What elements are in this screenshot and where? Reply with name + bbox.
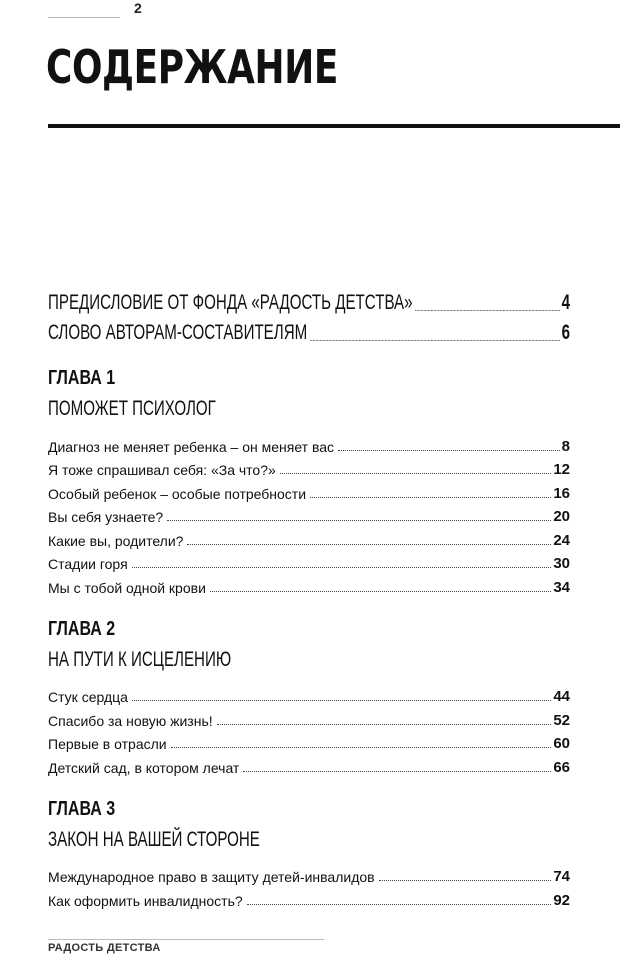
toc-entry-label: Международное право в защиту детей-инвалидов bbox=[48, 869, 375, 885]
toc-entry[interactable] bbox=[48, 502, 570, 526]
toc-entry-page: 44 bbox=[553, 688, 570, 705]
dot-leader bbox=[210, 591, 551, 592]
dot-leader bbox=[167, 520, 551, 521]
toc-entry-page: 12 bbox=[553, 461, 570, 478]
page-number: 2 bbox=[134, 0, 142, 16]
footer-text: РАДОСТЬ ДЕТСТВА bbox=[48, 942, 161, 954]
page-title: СОДЕРЖАНИЕ bbox=[46, 40, 338, 94]
toc-entry-label: Первые в отрасли bbox=[48, 736, 167, 752]
toc-entry-label: Как оформить инвалидность? bbox=[48, 892, 243, 909]
dot-leader bbox=[247, 904, 552, 905]
toc-entry[interactable] bbox=[48, 682, 570, 706]
toc-entry-page: 30 bbox=[553, 555, 570, 572]
toc-entry-label: Диагноз не меняет ребенка – он меняет вас bbox=[48, 438, 335, 455]
dot-leader bbox=[310, 340, 560, 341]
chapter-subtitle: ЗАКОН НА ВАШЕЙ СТОРОНЕ bbox=[48, 827, 260, 851]
toc-entry[interactable] bbox=[48, 549, 570, 573]
toc-entry-page: 6 bbox=[561, 321, 571, 344]
toc-entry[interactable] bbox=[48, 885, 570, 909]
toc-entry-page: 60 bbox=[553, 735, 570, 752]
dot-leader bbox=[379, 880, 552, 881]
toc-entry[interactable] bbox=[48, 431, 570, 455]
chapter-heading: ГЛАВА 1 bbox=[48, 367, 116, 389]
dot-leader bbox=[243, 771, 551, 772]
toc-entry-page: 74 bbox=[553, 868, 570, 885]
dot-leader bbox=[132, 700, 551, 701]
title-rule bbox=[48, 124, 620, 128]
toc-entry[interactable] bbox=[48, 572, 570, 596]
toc-entry[interactable] bbox=[48, 455, 570, 479]
footer-rule bbox=[48, 939, 324, 940]
toc-entry-page: 34 bbox=[553, 578, 570, 596]
dot-leader bbox=[132, 567, 552, 568]
toc-entry-label: Я тоже спрашивал себя: «За что?» bbox=[48, 462, 276, 478]
toc-entry[interactable] bbox=[48, 862, 570, 886]
dot-leader bbox=[217, 724, 552, 725]
toc-entry-label: СЛОВО АВТОРАМ-СОСТАВИТЕЛЯМ bbox=[48, 321, 308, 344]
toc-entry[interactable] bbox=[48, 705, 570, 729]
dot-leader bbox=[415, 310, 560, 311]
chapter-subtitle: ПОМОЖЕТ ПСИХОЛОГ bbox=[48, 397, 216, 420]
toc-entry-label: Какие вы, родители? bbox=[48, 532, 184, 549]
dot-leader bbox=[310, 497, 551, 498]
toc-entry-page: 92 bbox=[553, 891, 570, 909]
dot-leader bbox=[187, 544, 551, 545]
dot-leader bbox=[171, 747, 552, 748]
toc-entry-label: Мы с тобой одной крови bbox=[48, 579, 206, 596]
chapter-heading: ГЛАВА 3 bbox=[48, 797, 116, 820]
toc-entry[interactable] bbox=[48, 525, 570, 549]
toc-entry[interactable] bbox=[48, 478, 570, 502]
dot-leader bbox=[338, 450, 560, 451]
table-of-contents bbox=[48, 285, 570, 909]
dot-leader bbox=[280, 473, 552, 474]
toc-entry-label: Спасибо за новую жизнь! bbox=[48, 712, 213, 729]
chapter-subtitle: НА ПУТИ К ИСЦЕЛЕНИЮ bbox=[48, 647, 232, 671]
toc-entry-label: Особый ребенок – особые потребности bbox=[48, 485, 307, 502]
toc-entry-word-to-authors[interactable] bbox=[48, 315, 570, 345]
toc-entry-label: Стук сердца bbox=[48, 689, 128, 705]
toc-entry-label: ПРЕДИСЛОВИЕ ОТ ФОНДА «РАДОСТЬ ДЕТСТВА» bbox=[48, 291, 413, 314]
toc-entry-page: 20 bbox=[553, 508, 570, 525]
toc-entry-page: 4 bbox=[561, 291, 571, 314]
toc-entry[interactable] bbox=[48, 729, 570, 753]
toc-entry-label: Стадии горя bbox=[48, 556, 128, 572]
toc-entry[interactable] bbox=[48, 752, 570, 776]
toc-entry-foreword[interactable] bbox=[48, 285, 570, 315]
toc-entry-page: 24 bbox=[553, 531, 570, 549]
chapter-heading: ГЛАВА 2 bbox=[48, 617, 116, 640]
toc-entry-label: Детский сад, в котором лечат bbox=[48, 759, 240, 776]
header-rule bbox=[48, 17, 120, 18]
toc-entry-page: 8 bbox=[561, 437, 570, 455]
toc-entry-page: 52 bbox=[553, 711, 570, 729]
toc-entry-label: Вы себя узнаете? bbox=[48, 509, 164, 525]
toc-entry-page: 66 bbox=[553, 758, 570, 776]
toc-entry-page: 16 bbox=[553, 484, 570, 502]
